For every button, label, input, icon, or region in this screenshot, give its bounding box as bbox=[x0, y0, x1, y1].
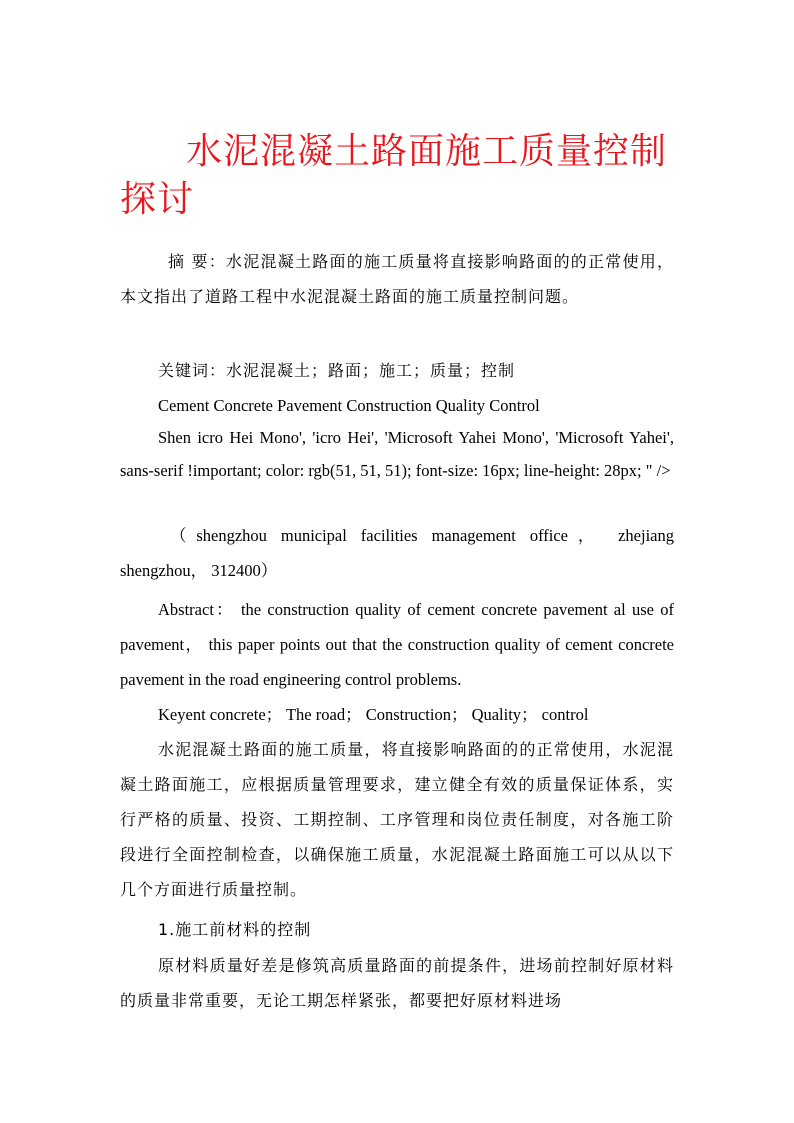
document-title: 水泥混凝土路面施工质量控制探讨 bbox=[120, 131, 668, 220]
affiliation: （shengzhou municipal facilities management office， zhejiang shengzhou， 312400） bbox=[120, 526, 674, 580]
intro-paragraph: 水泥混凝土路面的施工质量，将直接影响路面的的正常使用，水泥混凝土路面施工，应根据质量管理要求，建立健全有效的质量保证体系，实行严格的质量、投资、工期控制、工序管理和岗位责任制度，对各施工阶段进行全面控制检查，以确保施工质量，水泥混凝土路面施工可以从以下几个方面进行质量控制。 bbox=[120, 740, 674, 899]
author-line: Shen icro Hei Mono', 'icro Hei', 'Microsoft Yahei Mono', 'Microsoft Yahei', sans-serif !important; color: rgb(51, 51, 51); font-size: 16px; line-height: 28px; " /> bbox=[120, 428, 674, 480]
keywords-cn: 关键词：水泥混凝土；路面；施工；质量；控制 bbox=[158, 361, 516, 380]
abstract-cn: 摘 要：水泥混凝土路面的施工质量将直接影响路面的的正常使用，本文指出了道路工程中水泥混凝土路面的施工质量控制问题。 bbox=[120, 252, 674, 306]
abstract-en: Abstract： the construction quality of cement concrete pavement al use of pavement， this paper points out that the construction quality of cement concrete pavement in the road engineering control problems. bbox=[120, 600, 674, 689]
keywords-en: Keyent concrete； The road； Construction； Quality； control bbox=[158, 705, 589, 724]
section-1-text: 原材料质量好差是修筑高质量路面的前提条件，进场前控制好原材料的质量非常重要，无论工期怎样紧张，都要把好原材料进场 bbox=[120, 956, 674, 1010]
english-title: Cement Concrete Pavement Construction Quality Control bbox=[158, 396, 540, 415]
section-1-heading: 1.施工前材料的控制 bbox=[158, 920, 312, 939]
